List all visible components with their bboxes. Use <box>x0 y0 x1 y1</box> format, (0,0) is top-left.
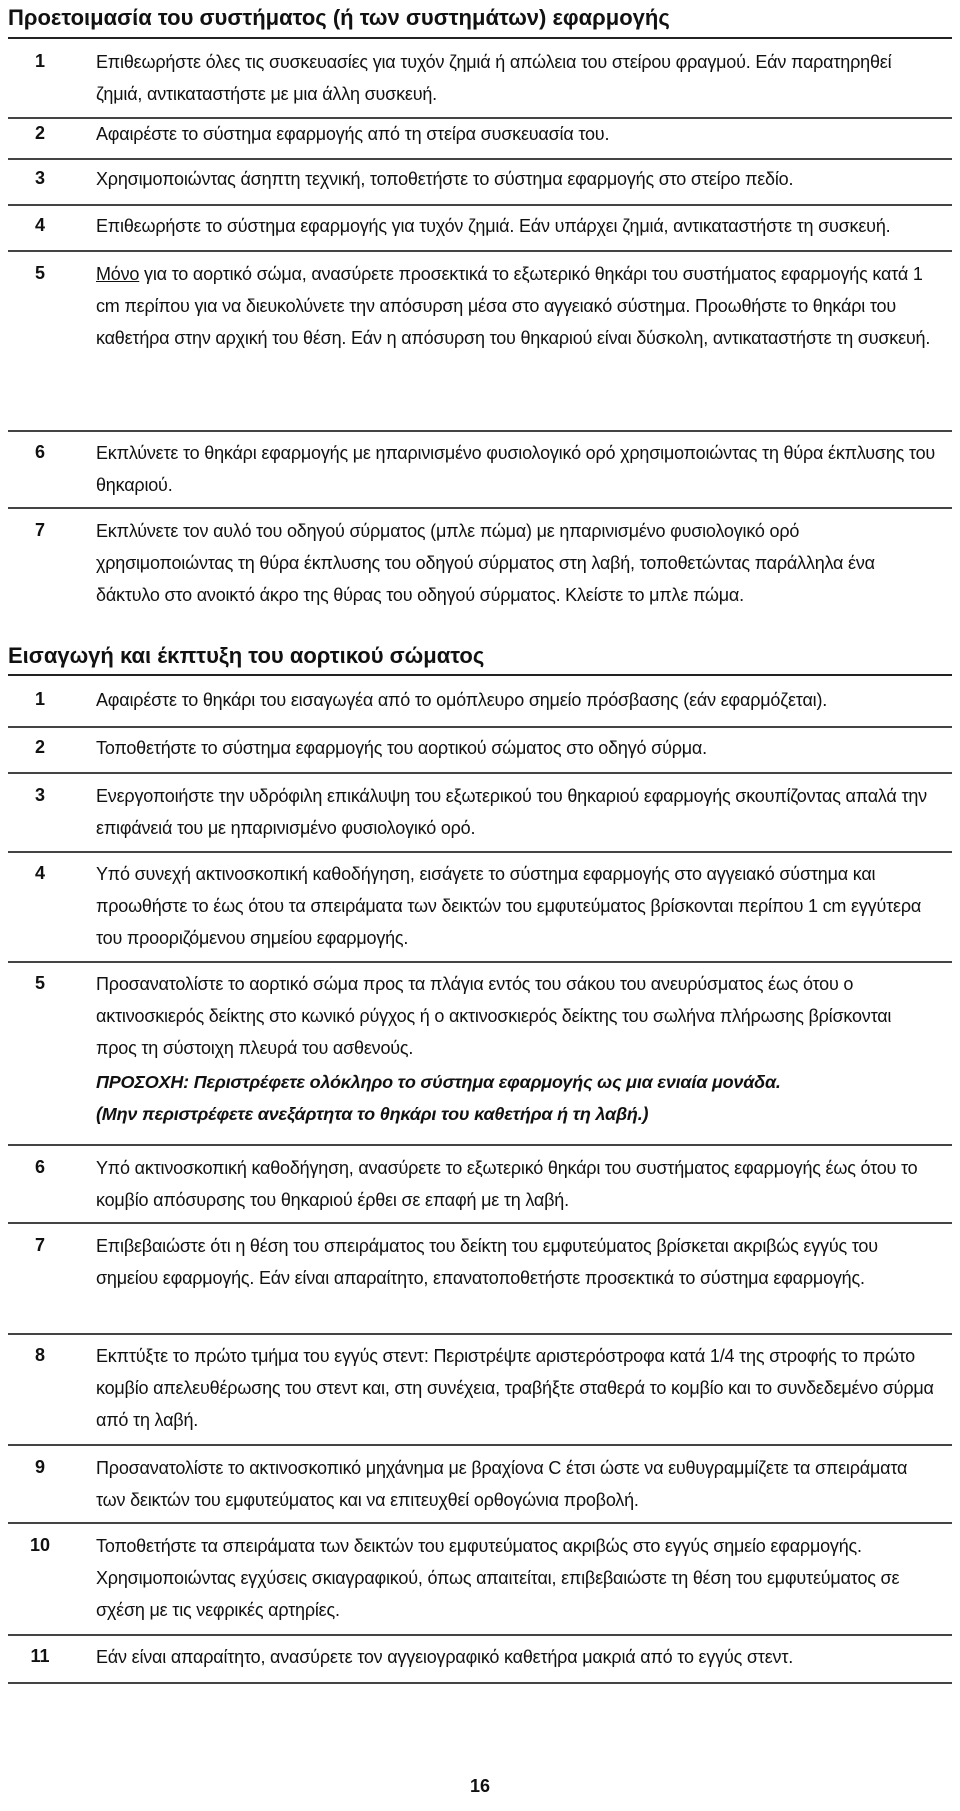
step-number: 10 <box>29 1535 51 1555</box>
row-divider <box>8 726 952 728</box>
step-text: Τοποθετήστε τα σπειράματα των δεικτών του εμφυτεύματος ακριβώς στο εγγύς σημείο εφαρμογής. Χρησιμοποιώντας εγχύσεις σκιαγραφικού, όπως απαιτείται, επιβεβαιώστε τη θέση του εμφυτεύματος σε σχέση με τις νεφρικές αρτηρίες. <box>96 1536 900 1620</box>
step-number: 7 <box>34 1235 45 1255</box>
row-divider <box>8 204 952 206</box>
step-number: 3 <box>34 785 45 805</box>
step-text: Τοποθετήστε το σύστημα εφαρμογής του αορτικού σώματος στο οδηγό σύρμα. <box>96 738 707 758</box>
step-number: 9 <box>34 1457 45 1477</box>
section-divider <box>8 37 952 39</box>
step-text-rest: για το αορτικό σώμα, ανασύρετε προσεκτικά το εξωτερικό θηκάρι του συστήματος εφαρμογής κατά 1 cm περίπου για να διευκολύνετε την απόσυρση μέσα στο αγγειακό σύστημα. Προωθήστε το θηκάρι του καθετήρα στην αρχική του θέση. Εάν η απόσυρση του θηκαριού είναι δύσκολη, αντικαταστήστε τη συσκευή. <box>96 264 931 348</box>
row-divider <box>8 961 952 963</box>
step-text: Αφαιρέστε το θηκάρι του εισαγωγέα από το ομόπλευρο σημείο πρόσβασης (εάν εφαρμόζεται). <box>96 690 828 710</box>
row-divider <box>8 1333 952 1335</box>
row-divider <box>8 1634 952 1636</box>
step-text: Υπό ακτινοσκοπική καθοδήγηση, ανασύρετε το εξωτερικό θηκάρι του συστήματος εφαρμογής έως ότου το κομβίο απόσυρσης του θηκαριού έρθει σε επαφή με τη λαβή. <box>96 1158 918 1210</box>
step-text: Προσανατολίστε το ακτινοσκοπικό μηχάνημα με βραχίονα C έτσι ώστε να ευθυγραμμίζετε τα σπειράματα των δεικτών του εμφυτεύματος και να επιτευχθεί ορθογώνια προβολή. <box>96 1458 908 1510</box>
row-divider <box>8 1522 952 1524</box>
row-divider <box>8 158 952 160</box>
row-divider <box>8 507 952 509</box>
step-number: 3 <box>34 168 45 188</box>
row-divider <box>8 1144 952 1146</box>
step-text: Εκπλύνετε το θηκάρι εφαρμογής με ηπαρινισμένο φυσιολογικό ορό χρησιμοποιώντας τη θύρα έκπλυσης του θηκαριού. <box>96 443 936 495</box>
page-number: 16 <box>469 1776 491 1796</box>
step-text-body: Προσανατολίστε το αορτικό σώμα προς τα πλάγια εντός του σάκου του ανευρύσματος έως ότου ο ακτινοσκιερός δείκτης στο κωνικό ρύγχος ή ο ακτινοσκιερός δείκτης του σωλήνα πλήρωσης βρίσκονται προς τη σύστοιχη πλευρά του ασθενούς. <box>96 974 892 1058</box>
step-number: 5 <box>34 263 45 283</box>
step-number: 8 <box>34 1345 45 1365</box>
step-text: Εκπλύνετε τον αυλό του οδηγού σύρματος (μπλε πώμα) με ηπαρινισμένο φυσιολογικό ορό χρησιμοποιώντας τη θύρα έκπλυσης του οδηγού σύρματος στη λαβή, τοποθετώντας παράλληλα ένα δάκτυλο στο ανοικτό άκρο της θύρας του οδηγού σύρματος. Κλείστε το μπλε πώμα. <box>96 521 875 605</box>
row-divider <box>8 851 952 853</box>
step-text: Επιθεωρήστε το σύστημα εφαρμογής για τυχόν ζημιά. Εάν υπάρχει ζημιά, αντικαταστήστε τη συσκευή. <box>96 216 891 236</box>
step-text: Υπό συνεχή ακτινοσκοπική καθοδήγηση, εισάγετε το σύστημα εφαρμογής στο αγγειακό σύστημα και προωθήστε το έως ότου τα σπειράματα των δεικτών του εμφυτεύματος βρίσκονται περίπου 1 cm εγγύτερα του προοριζόμενου σημείου εφαρμογής. <box>96 864 922 948</box>
caution-line-2: (Μην περιστρέφετε ανεξάρτητα το θηκάρι του καθετήρα ή τη λαβή.) <box>96 1104 649 1124</box>
row-divider <box>8 1222 952 1224</box>
step-text <box>96 968 936 1130</box>
step-text: Χρησιμοποιώντας άσηπτη τεχνική, τοποθετήστε το σύστημα εφαρμογής στο στείρο πεδίο. <box>96 169 794 189</box>
row-divider <box>8 1444 952 1446</box>
step-number: 2 <box>34 123 45 143</box>
step-number: 11 <box>30 1646 50 1666</box>
step-text: Εκπτύξτε το πρώτο τμήμα του εγγύς στεντ: Περιστρέψτε αριστερόστροφα κατά 1/4 της στροφής το πρώτο κομβίο απελευθέρωσης του στεντ και, στη συνέχεια, τραβήξτε σταθερά το κομβίο και το συνδεδεμένο σύρμα από τη λαβή. <box>96 1346 934 1430</box>
emphasis-only: Μόνο <box>96 264 140 284</box>
step-text <box>96 258 936 354</box>
step-text: Εάν είναι απαραίτητο, ανασύρετε τον αγγειογραφικό καθετήρα μακριά από το εγγύς στεντ. <box>96 1647 794 1667</box>
row-divider <box>8 772 952 774</box>
section-divider <box>8 674 952 676</box>
section-title-insertion: Εισαγωγή και έκπτυξη του αορτικού σώματος <box>8 643 485 668</box>
step-text: Ενεργοποιήστε την υδρόφιλη επικάλυψη του εξωτερικού του θηκαριού εφαρμογής σκουπίζοντας απαλά την επιφάνειά του με ηπαρινισμένο φυσιολογικό ορό. <box>96 786 927 838</box>
step-number: 7 <box>34 520 45 540</box>
section-title-preparation: Προετοιμασία του συστήματος (ή των συστημάτων) εφαρμογής <box>8 5 670 30</box>
step-number: 1 <box>34 51 45 71</box>
step-number: 6 <box>34 1157 45 1177</box>
step-number: 5 <box>34 973 45 993</box>
step-number: 2 <box>34 737 45 757</box>
step-number: 4 <box>34 215 45 235</box>
step-number: 1 <box>34 689 45 709</box>
row-divider <box>8 430 952 432</box>
step-number: 6 <box>34 442 45 462</box>
step-number: 4 <box>34 863 45 883</box>
row-divider <box>8 1682 952 1684</box>
step-text: Αφαιρέστε το σύστημα εφαρμογής από τη στείρα συσκευασία του. <box>96 124 610 144</box>
caution-line-1: ΠΡΟΣΟΧΗ: Περιστρέφετε ολόκληρο το σύστημα εφαρμογής ως μια ενιαία μονάδα. <box>96 1072 781 1092</box>
row-divider <box>8 250 952 252</box>
step-text: Επιθεωρήστε όλες τις συσκευασίες για τυχόν ζημιά ή απώλεια του στείρου φραγμού. Εάν παρατηρηθεί ζημιά, αντικαταστήστε με μια άλλη συσκευή. <box>96 52 892 104</box>
step-text: Επιβεβαιώστε ότι η θέση του σπειράματος του δείκτη του εμφυτεύματος βρίσκεται ακριβώς εγγύς του σημείου εφαρμογής. Εάν είναι απαραίτητο, επανατοποθετήστε προσεκτικά το σύστημα εφαρμογής. <box>96 1236 878 1288</box>
